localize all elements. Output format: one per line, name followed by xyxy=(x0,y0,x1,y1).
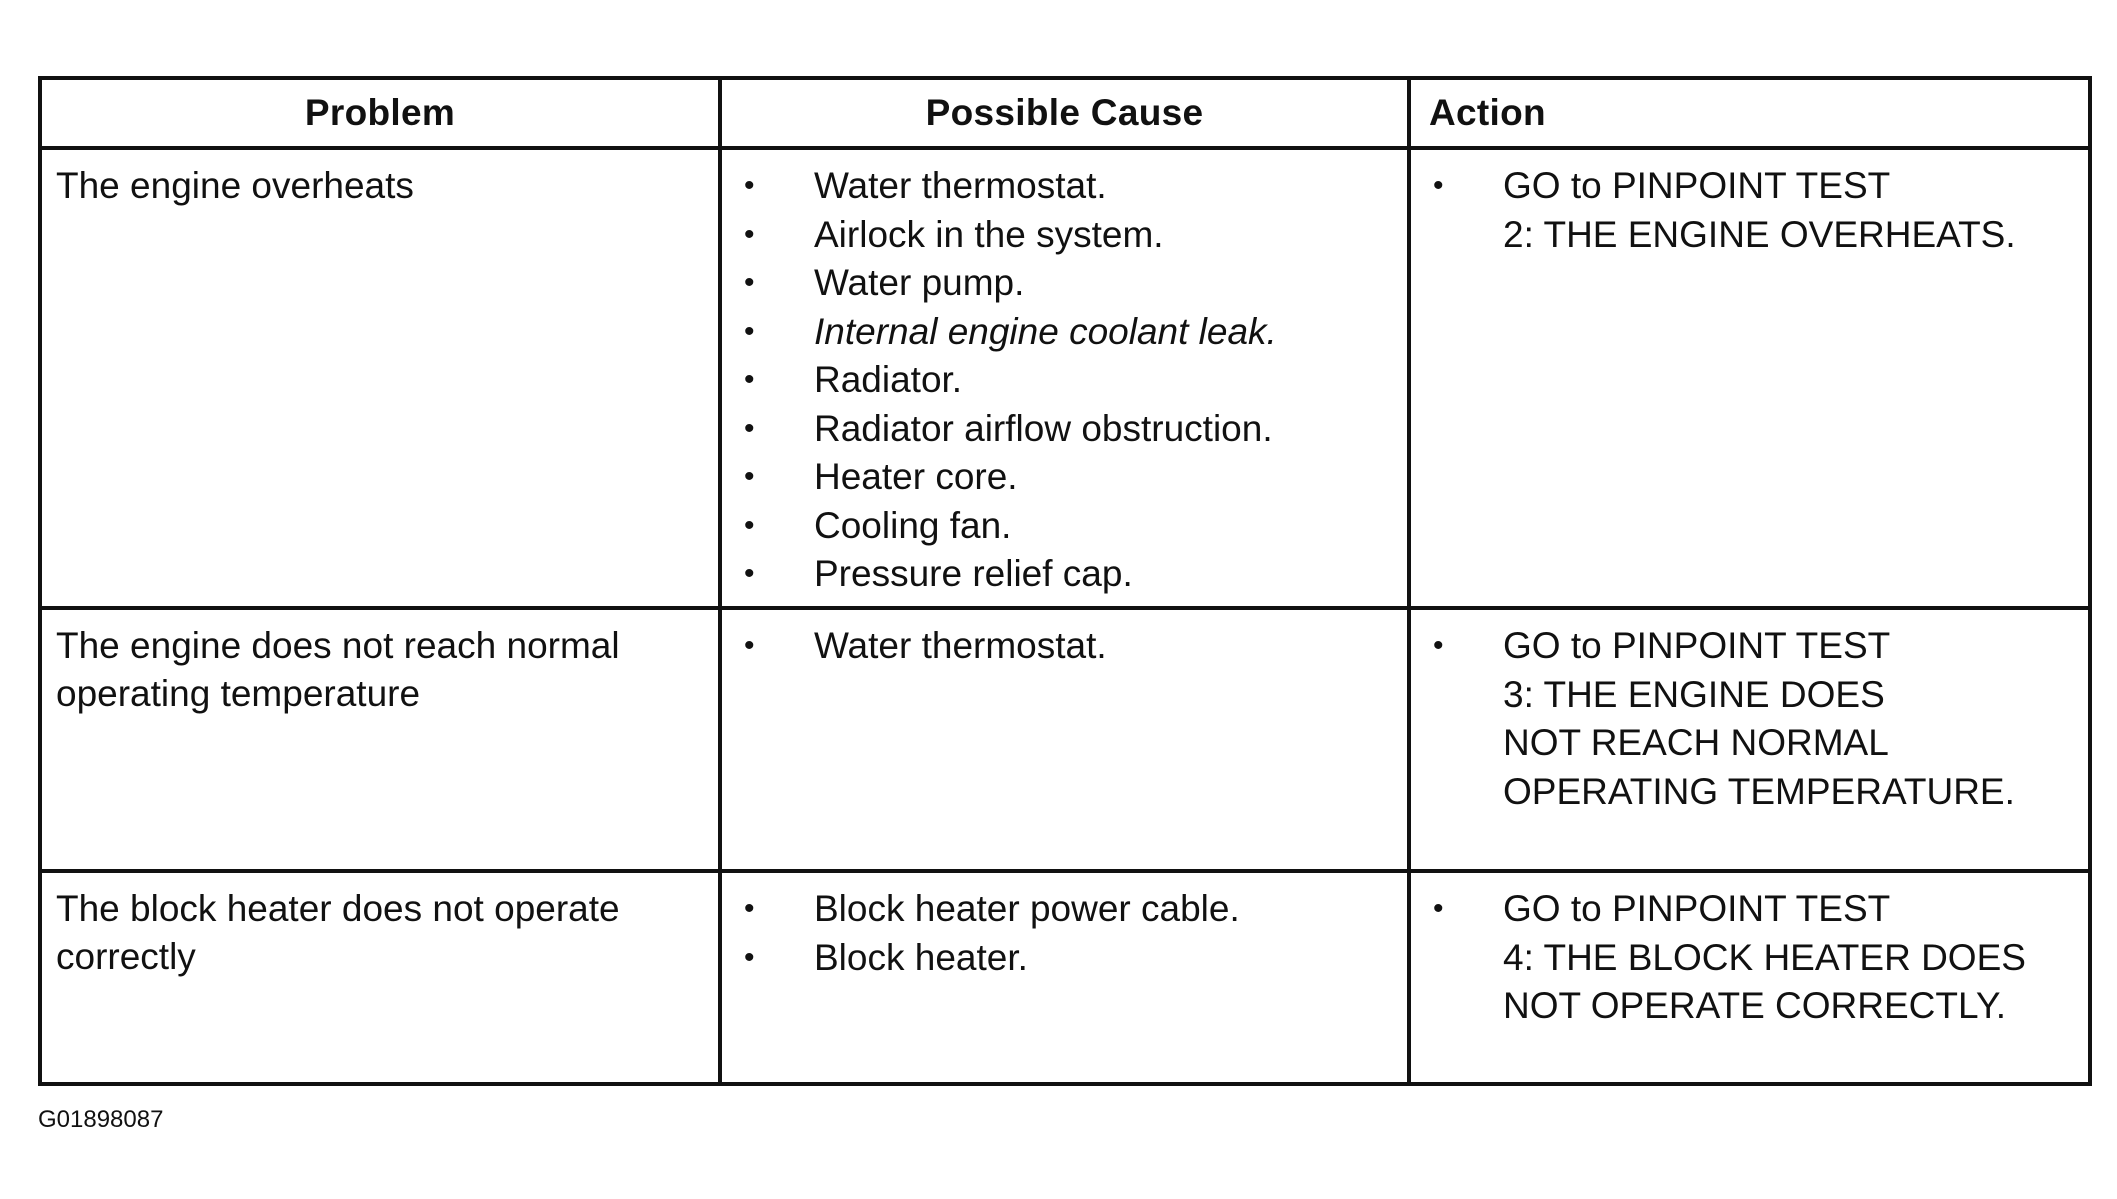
table-row xyxy=(40,608,2090,871)
bullet-icon: • xyxy=(1433,169,1444,202)
bullet-icon: • xyxy=(744,557,755,590)
list-item: • Water pump. xyxy=(722,259,1407,308)
bullet-icon: • xyxy=(744,363,755,396)
cause-cell xyxy=(720,148,1409,608)
problem-text: The block heater does not operate correctly xyxy=(56,888,620,977)
problem-text: The engine overheats xyxy=(56,165,414,206)
figure-id: G01898087 xyxy=(38,1106,164,1133)
action-text: • GO to PINPOINT TEST 2: THE ENGINE OVERHEATS. xyxy=(1411,150,2088,259)
list-item: • Heater core. xyxy=(722,453,1407,502)
header-row xyxy=(40,78,2090,148)
bullet-icon: • xyxy=(744,508,755,542)
problem-cell xyxy=(40,871,720,1084)
bullet-icon: • xyxy=(1433,629,1444,662)
problem-text: The engine does not reach normal operating temperature xyxy=(56,625,620,714)
table-row xyxy=(40,148,2090,608)
header-action: Action xyxy=(1409,78,2090,148)
action-cell xyxy=(1409,148,2090,608)
cause-cell xyxy=(720,608,1409,871)
bullet-icon: • xyxy=(744,940,755,974)
bullet-icon: • xyxy=(744,217,755,251)
action-cell xyxy=(1409,871,2090,1084)
header-problem: Problem xyxy=(40,78,720,148)
list-item: • Water thermostat. xyxy=(722,162,1407,211)
cause-list xyxy=(722,150,1407,599)
table-row xyxy=(40,871,2090,1084)
list-item: • Radiator. xyxy=(722,356,1407,405)
action-cell xyxy=(1409,608,2090,871)
problem-cell xyxy=(40,148,720,608)
diagnosis-table xyxy=(38,76,2092,1086)
cause-list xyxy=(722,610,1407,671)
bullet-icon: • xyxy=(744,629,755,662)
cause-list xyxy=(722,873,1407,982)
list-item: • Internal engine coolant leak. xyxy=(722,308,1407,357)
list-item: • Pressure relief cap. xyxy=(722,550,1407,599)
cause-cell xyxy=(720,871,1409,1084)
action-text: • GO to PINPOINT TEST 3: THE ENGINE DOES NOT REACH NORMAL OPERATING TEMPERATURE. xyxy=(1411,610,2088,816)
list-item: • Airlock in the system. xyxy=(722,211,1407,260)
bullet-icon: • xyxy=(744,266,755,299)
action-text: • GO to PINPOINT TEST 4: THE BLOCK HEATER DOES NOT OPERATE CORRECTLY. xyxy=(1411,873,2088,1031)
bullet-icon: • xyxy=(1433,892,1444,925)
problem-cell xyxy=(40,608,720,871)
list-item: • Cooling fan. xyxy=(722,502,1407,551)
list-item: • Radiator airflow obstruction. xyxy=(722,405,1407,454)
bullet-icon: • xyxy=(744,460,755,493)
list-item: • Block heater. xyxy=(722,934,1407,983)
bullet-icon: • xyxy=(744,314,755,348)
bullet-icon: • xyxy=(744,892,755,925)
list-item: • Block heater power cable. xyxy=(722,885,1407,934)
header-possible-cause: Possible Cause xyxy=(720,78,1409,148)
bullet-icon: • xyxy=(744,411,755,445)
list-item: • Water thermostat. xyxy=(722,622,1407,671)
bullet-icon: • xyxy=(744,169,755,202)
